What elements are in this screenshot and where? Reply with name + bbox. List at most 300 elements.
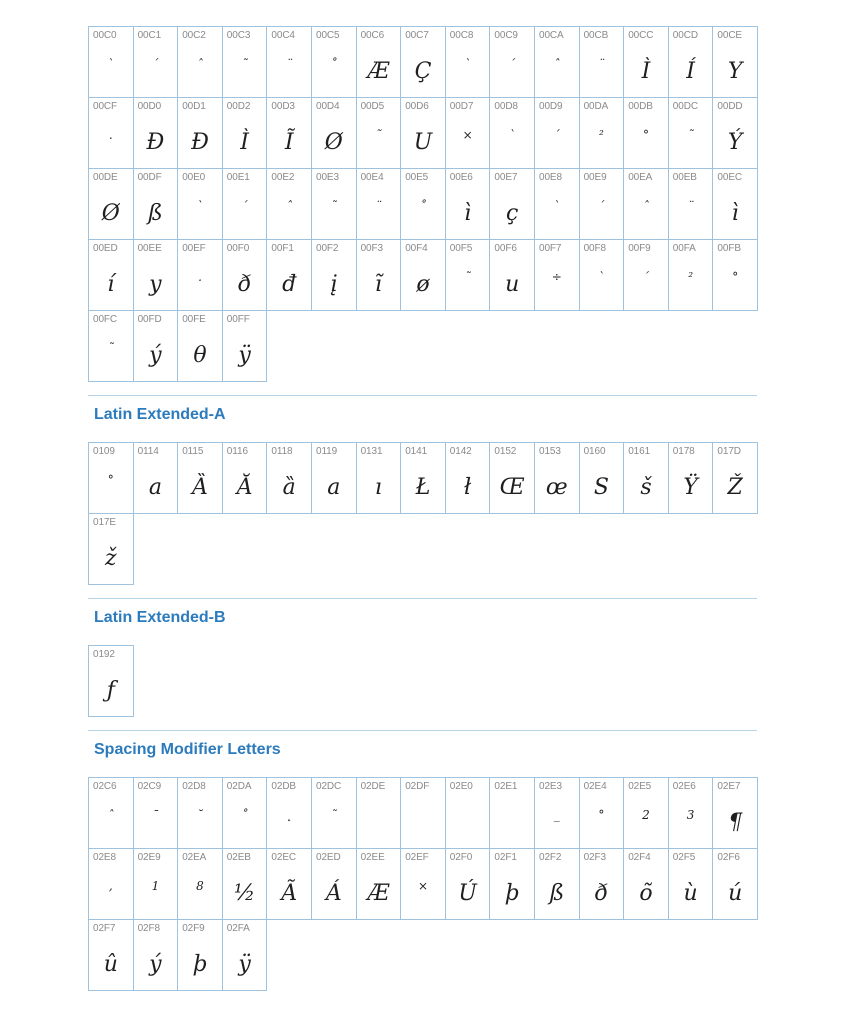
glyph-sample: œ	[545, 474, 568, 500]
glyph-sample: `	[598, 270, 605, 284]
glyph-code: 02F3	[583, 852, 606, 863]
glyph-cell	[177, 239, 223, 311]
glyph-code: 0109	[93, 446, 115, 457]
glyph-code: 00E3	[316, 172, 339, 183]
glyph-code: 0153	[539, 446, 561, 457]
glyph-cell	[623, 777, 669, 849]
glyph-code: 00FD	[137, 314, 162, 325]
glyph-sample: þ	[505, 880, 520, 906]
glyph-code: 00DD	[717, 101, 743, 112]
glyph-sample: °	[732, 270, 739, 284]
section-divider	[88, 598, 757, 599]
glyph-cell	[177, 848, 223, 920]
glyph-sample: Æ	[367, 58, 390, 84]
glyph-sample: õ	[639, 880, 653, 906]
glyph-code: 02EB	[226, 852, 251, 863]
glyph-cell	[311, 442, 357, 514]
glyph-code: 00D7	[449, 101, 474, 112]
glyph-sample: _	[553, 808, 560, 822]
glyph-cell	[534, 442, 580, 514]
glyph-cell	[88, 919, 134, 991]
glyph-code: 00D0	[137, 101, 162, 112]
glyph-cell	[88, 239, 134, 311]
glyph-cell	[88, 777, 134, 849]
glyph-cell	[88, 848, 134, 920]
glyph-cell	[133, 168, 179, 240]
glyph-cell	[177, 310, 223, 382]
glyph-cell	[712, 848, 758, 920]
glyph-code: 02EF	[405, 852, 429, 863]
glyph-code: 00ED	[93, 243, 118, 254]
glyph-code: 00FB	[717, 243, 741, 254]
glyph-cell	[88, 513, 134, 585]
glyph-sample: ¶	[728, 809, 743, 835]
glyph-cell	[177, 777, 223, 849]
glyph-cell	[222, 442, 268, 514]
glyph-cell	[668, 168, 714, 240]
glyph-code: 02E3	[539, 781, 562, 792]
glyph-code: 0142	[449, 446, 472, 457]
glyph-code: 017E	[93, 517, 116, 528]
glyph-code: 00CD	[672, 30, 698, 41]
glyph-cell	[445, 26, 491, 98]
glyph-sample: ˜	[375, 128, 382, 142]
glyph-sample: ˚	[241, 808, 248, 822]
glyph-sample: í	[107, 271, 115, 297]
glyph-cell	[400, 97, 446, 169]
glyph-sample: `	[509, 128, 516, 142]
glyph-cell	[400, 26, 446, 98]
glyph-sample: ˚	[419, 199, 426, 213]
glyph-sample: 3	[686, 808, 695, 822]
glyph-sample: ù	[683, 880, 698, 906]
glyph-cell	[222, 777, 268, 849]
glyph-cell	[266, 168, 312, 240]
glyph-sample: ÿ	[238, 342, 251, 368]
glyph-sample: ß	[549, 880, 565, 906]
glyph-sample: ´	[509, 57, 516, 71]
glyph-sample	[357, 800, 401, 830]
glyph-code: 02F2	[539, 852, 562, 863]
glyph-cell	[356, 168, 402, 240]
glyph-sample: ¨	[598, 57, 605, 71]
glyph-code: 00FE	[182, 314, 206, 325]
glyph-cell	[489, 777, 535, 849]
glyph-code: 00DF	[137, 172, 162, 183]
section-heading: Spacing Modifier Letters	[94, 741, 281, 758]
glyph-code: 00F3	[360, 243, 383, 254]
glyph-cell	[222, 97, 268, 169]
glyph-sample: į	[330, 271, 338, 297]
glyph-cell	[133, 97, 179, 169]
glyph-code: 02E8	[93, 852, 116, 863]
glyph-sample: `	[553, 199, 560, 213]
glyph-sample: š	[640, 474, 652, 500]
glyph-sample: Ø	[101, 200, 120, 226]
glyph-sample: .	[108, 128, 113, 142]
glyph-sample: ¨	[375, 199, 382, 213]
glyph-sample	[490, 800, 534, 830]
glyph-code: 00EB	[672, 172, 697, 183]
glyph-code: 02D8	[182, 781, 206, 792]
glyph-sample: Ì	[240, 129, 249, 155]
glyph-sample: ˜	[241, 57, 248, 71]
glyph-code: 0119	[316, 446, 338, 457]
glyph-code: 02E6	[672, 781, 696, 792]
glyph-cell	[88, 645, 134, 717]
glyph-code: 00D3	[271, 101, 295, 112]
glyph-code: 017D	[717, 446, 741, 457]
glyph-code: 00D4	[316, 101, 340, 112]
glyph-code: 00C7	[405, 30, 429, 41]
glyph-sample: ×	[417, 879, 429, 893]
glyph-code: 02E4	[583, 781, 607, 792]
glyph-code: 00C8	[449, 30, 474, 41]
glyph-cell	[579, 442, 625, 514]
glyph-code: 02E7	[717, 781, 741, 792]
glyph-cell	[222, 310, 268, 382]
glyph-cell	[623, 239, 669, 311]
glyph-cell	[489, 26, 535, 98]
glyph-code: 00E5	[405, 172, 429, 183]
glyph-code: 00F6	[494, 243, 517, 254]
glyph-sample: ı	[374, 474, 382, 500]
glyph-cell	[88, 442, 134, 514]
glyph-cell	[400, 777, 446, 849]
glyph-sample: Æ	[367, 880, 390, 906]
section-divider	[88, 730, 757, 731]
glyph-cell	[445, 442, 491, 514]
glyph-code: 02EE	[360, 852, 385, 863]
glyph-sample: Ý	[727, 129, 743, 155]
section-heading: Latin Extended-B	[94, 609, 226, 626]
glyph-cell	[534, 239, 580, 311]
glyph-sample: ˜	[107, 341, 114, 355]
glyph-cell	[534, 777, 580, 849]
section-divider	[88, 395, 757, 396]
glyph-code: 02DC	[316, 781, 342, 792]
glyph-cell	[133, 919, 179, 991]
glyph-cell	[712, 97, 758, 169]
glyph-sample: ˜	[330, 199, 337, 213]
glyph-code: 00E2	[271, 172, 295, 183]
glyph-code: 00E8	[539, 172, 562, 183]
glyph-sample: 1	[151, 879, 160, 893]
glyph-code: 00E9	[583, 172, 607, 183]
glyph-code: 00C0	[93, 30, 117, 41]
glyph-sample: θ	[193, 342, 207, 368]
glyph-cell	[133, 26, 179, 98]
glyph-code: 00C3	[226, 30, 251, 41]
glyph-cell	[623, 97, 669, 169]
glyph-cell	[712, 777, 758, 849]
glyph-sample: đ	[282, 271, 297, 297]
glyph-cell	[489, 442, 535, 514]
glyph-cell	[445, 97, 491, 169]
glyph-sample: ˜	[330, 808, 337, 822]
glyph-cell	[133, 848, 179, 920]
glyph-sample: ˜	[687, 128, 694, 142]
glyph-sample	[401, 800, 445, 830]
glyph-sample: Ĩ	[284, 129, 294, 155]
glyph-cell	[88, 168, 134, 240]
glyph-code: 00C1	[137, 30, 162, 41]
glyph-cell	[356, 239, 402, 311]
glyph-code: 00DB	[628, 101, 653, 112]
glyph-sample: ˆ	[553, 57, 560, 71]
glyph-code: 02C6	[93, 781, 117, 792]
glyph-sample: ȁ	[282, 474, 296, 500]
glyph-cell	[712, 442, 758, 514]
glyph-sample: 2	[642, 808, 650, 822]
glyph-sample: ¨	[687, 199, 694, 213]
glyph-code: 00F7	[539, 243, 562, 254]
glyph-code: 0178	[672, 446, 695, 457]
glyph-sample: °	[642, 128, 649, 142]
glyph-code: 0161	[628, 446, 651, 457]
glyph-cell	[356, 26, 402, 98]
glyph-cell	[177, 442, 223, 514]
glyph-sample: þ	[192, 951, 208, 977]
glyph-sample: ˆ	[107, 808, 114, 822]
glyph-sample: Œ	[499, 474, 525, 500]
glyph-cell	[668, 97, 714, 169]
glyph-cell	[222, 239, 268, 311]
glyph-code: 0116	[226, 446, 248, 457]
glyph-sample: Ú	[458, 880, 477, 906]
glyph-sample: Í	[686, 58, 695, 84]
glyph-cell	[88, 26, 134, 98]
glyph-sample: Ø	[324, 129, 343, 155]
glyph-code: 02ED	[316, 852, 341, 863]
glyph-cell	[623, 848, 669, 920]
glyph-code: 00DC	[672, 101, 698, 112]
glyph-code: 00D1	[182, 101, 206, 112]
glyph-cell	[266, 442, 312, 514]
glyph-sample: Ȁ	[192, 474, 208, 500]
glyph-cell	[400, 168, 446, 240]
glyph-sample: Ì	[641, 58, 651, 84]
glyph-sample: a	[327, 474, 341, 500]
glyph-sample: ½	[233, 880, 256, 906]
glyph-code: 02EC	[271, 852, 297, 863]
glyph-cell	[489, 97, 535, 169]
glyph-code: 00CA	[539, 30, 564, 41]
glyph-sample: ,	[108, 879, 113, 893]
glyph-code: 00EC	[717, 172, 743, 183]
glyph-cell	[668, 777, 714, 849]
glyph-code: 0114	[137, 446, 159, 457]
glyph-code: 0118	[271, 446, 293, 457]
glyph-grid-latin-extended-a	[88, 442, 757, 571]
glyph-sample: ˛	[286, 808, 293, 822]
glyph-code: 00CF	[93, 101, 118, 112]
glyph-code: 02DB	[271, 781, 297, 792]
glyph-code: 0141	[405, 446, 428, 457]
glyph-cell	[266, 97, 312, 169]
glyph-cell	[311, 97, 357, 169]
glyph-cell	[489, 168, 535, 240]
glyph-code: 0115	[182, 446, 204, 457]
glyph-sample: °	[598, 808, 605, 822]
glyph-sample: ì	[464, 200, 472, 226]
glyph-cell	[712, 239, 758, 311]
glyph-code: 02F8	[137, 923, 160, 934]
glyph-cell	[311, 168, 357, 240]
glyph-cell	[668, 26, 714, 98]
glyph-code: 02F4	[628, 852, 651, 863]
glyph-sample: ĩ	[374, 271, 382, 297]
glyph-cell	[400, 442, 446, 514]
glyph-cell	[579, 168, 625, 240]
glyph-sample: 8	[196, 879, 204, 893]
glyph-sample: ¨	[286, 57, 293, 71]
glyph-cell	[534, 168, 580, 240]
glyph-code: 00C9	[494, 30, 518, 41]
glyph-sample: `	[196, 199, 203, 213]
glyph-cell	[133, 442, 179, 514]
glyph-sample: ˆ	[286, 199, 293, 213]
glyph-code: 00E4	[360, 172, 384, 183]
glyph-code: 00C2	[182, 30, 206, 41]
glyph-sample: a	[148, 474, 162, 500]
glyph-cell	[579, 777, 625, 849]
glyph-sample: ø	[416, 271, 430, 297]
glyph-cell	[88, 97, 134, 169]
glyph-sample: ð	[594, 880, 609, 906]
glyph-code: 00DE	[93, 172, 118, 183]
glyph-cell	[133, 310, 179, 382]
glyph-sample: ß	[148, 200, 163, 226]
glyph-cell	[88, 310, 134, 382]
glyph-cell	[400, 848, 446, 920]
glyph-cell	[445, 848, 491, 920]
glyph-sample: Y	[727, 58, 743, 84]
glyph-cell	[668, 239, 714, 311]
glyph-code: 02F7	[93, 923, 116, 934]
glyph-code: 00F9	[628, 243, 651, 254]
glyph-sample: û	[103, 951, 118, 977]
glyph-cell	[579, 848, 625, 920]
glyph-code: 00CE	[717, 30, 743, 41]
glyph-grid-basic	[88, 26, 757, 368]
glyph-cell	[356, 777, 402, 849]
glyph-code: 00D8	[494, 101, 518, 112]
glyph-cell	[222, 168, 268, 240]
glyph-code: 00D6	[405, 101, 429, 112]
glyph-cell	[266, 239, 312, 311]
glyph-sample: ƒ	[106, 677, 115, 703]
glyph-cell	[534, 848, 580, 920]
glyph-cell	[222, 919, 268, 991]
glyph-cell	[712, 26, 758, 98]
glyph-code: 00C6	[360, 30, 385, 41]
glyph-cell	[623, 442, 669, 514]
glyph-cell	[445, 168, 491, 240]
glyph-sample: ×	[462, 128, 473, 142]
glyph-cell	[133, 777, 179, 849]
glyph-cell	[445, 239, 491, 311]
glyph-code: 02DA	[226, 781, 252, 792]
glyph-code: 00F8	[583, 243, 606, 254]
glyph-code: 00E1	[226, 172, 250, 183]
glyph-cell	[445, 777, 491, 849]
glyph-cell	[311, 26, 357, 98]
glyph-cell	[534, 97, 580, 169]
glyph-sample: ´	[152, 57, 159, 71]
glyph-sample: ì	[731, 200, 739, 226]
glyph-sample: Ç	[414, 58, 432, 84]
glyph-code: 00E6	[449, 172, 473, 183]
glyph-sample: Ł	[415, 474, 431, 500]
glyph-sample: Ă	[236, 474, 253, 500]
glyph-cell	[266, 848, 312, 920]
glyph-cell	[222, 26, 268, 98]
glyph-sample: Ð	[146, 129, 165, 155]
glyph-cell	[177, 97, 223, 169]
glyph-sample: ý	[149, 342, 162, 368]
glyph-cell	[489, 239, 535, 311]
glyph-sample: ž	[105, 545, 117, 571]
glyph-code: 02F1	[494, 852, 517, 863]
glyph-sample: Ð	[191, 129, 209, 155]
glyph-cell	[356, 848, 402, 920]
glyph-code: 00FA	[672, 243, 696, 254]
glyph-sample: Ÿ	[683, 474, 698, 500]
glyph-code: 0152	[494, 446, 517, 457]
glyph-cell	[266, 26, 312, 98]
glyph-code: 00CC	[628, 30, 654, 41]
glyph-sample: ð	[237, 271, 252, 297]
glyph-cell	[579, 97, 625, 169]
glyph-cell	[356, 442, 402, 514]
glyph-code: 02E0	[449, 781, 473, 792]
glyph-code: 00DA	[583, 101, 609, 112]
glyph-code: 02F0	[449, 852, 473, 863]
glyph-sample: y	[149, 271, 162, 297]
glyph-code: 02F5	[672, 852, 696, 863]
glyph-code: 00F0	[226, 243, 250, 254]
glyph-code: 00FC	[93, 314, 118, 325]
glyph-code: 00C4	[271, 30, 295, 41]
glyph-sample: ˆ	[196, 57, 203, 71]
glyph-cell	[266, 777, 312, 849]
glyph-cell	[133, 239, 179, 311]
section-heading: Latin Extended-A	[94, 406, 226, 423]
glyph-sample: ´	[598, 199, 605, 213]
glyph-code: 02EA	[182, 852, 207, 863]
glyph-sample: ç	[506, 200, 519, 226]
glyph-code: 00D9	[539, 101, 563, 112]
glyph-sample: ÿ	[238, 951, 251, 977]
glyph-sample: ý	[149, 951, 162, 977]
glyph-cell	[177, 919, 223, 991]
glyph-cell	[356, 97, 402, 169]
glyph-code: 00EF	[182, 243, 206, 254]
glyph-grid-latin-extended-b	[88, 645, 757, 703]
glyph-code: 00E7	[494, 172, 518, 183]
glyph-code: 00F1	[271, 243, 294, 254]
glyph-sample: Ž	[727, 474, 743, 500]
glyph-code: 02DE	[360, 781, 386, 792]
glyph-code: 00EE	[137, 243, 162, 254]
glyph-cell	[311, 239, 357, 311]
glyph-grid-spacing-modifier-letters	[88, 777, 757, 977]
glyph-code: 02E1	[494, 781, 518, 792]
glyph-sample: ²	[598, 128, 604, 142]
glyph-code: 0192	[93, 649, 115, 660]
glyph-cell	[534, 26, 580, 98]
